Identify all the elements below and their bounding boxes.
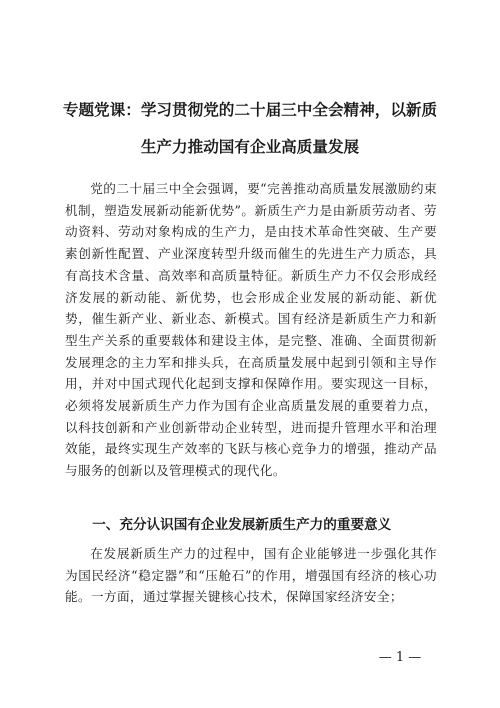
body-paragraph-1: 党的二十届三中全会强调，要“完善推动高质量发展激励约束机制，塑造发展新动能新优势”。新质生产力是由新质劳动者、劳动资料、劳动对象构成的生产力，是由技术革命性突破、生产要素创新性配置、产业深度转型升级而催生的先进生产力质态，具有高技术含量、高效率和高质量特征。新质生产力不仅会形成经济发展的新动能、新优势，也会形成企业发展的新动能、新优势，催生新产业、新业态、新模式。国有经济是新质生产力和新型生产关系的重要载体和建设主体，是完整、准确、全面贯彻新发展理念的主力军和排头兵，在高质量发展中起到引领和主导作用，并对中国式现代化起到支撑和保障作用。要实现这一目标，必须将发展新质生产力作为国有企业高质量发展的重要着力点，以科技创新和产业创新带动企业转型，进而提升管理水平和治理效能，最终实现生产效率的飞跃与核心竞争力的增强，推动产品与服务的创新以及管理模式的现代化。: [65, 181, 437, 479]
body-paragraph-2-container: [65, 543, 437, 608]
body-paragraph-2: 在发展新质生产力的过程中，国有企业能够进一步强化其作为国民经济“稳定器”和“压舱石”的作用，增强国有经济的核心功能。一方面，通过掌握关键核心技术，保障国家经济安全；: [65, 546, 437, 605]
document-title-line-2: 生产力推动国有企业高质量发展: [140, 138, 360, 156]
body-paragraph-1-container: [65, 178, 437, 482]
section-heading-1: 一、充分认识国有企业发展新质生产力的重要意义: [92, 517, 392, 533]
page-number: — 1 —: [378, 650, 422, 665]
document-title-line-1: 专题党课：学习贯彻党的二十届三中全会精神，以新质: [62, 101, 438, 119]
